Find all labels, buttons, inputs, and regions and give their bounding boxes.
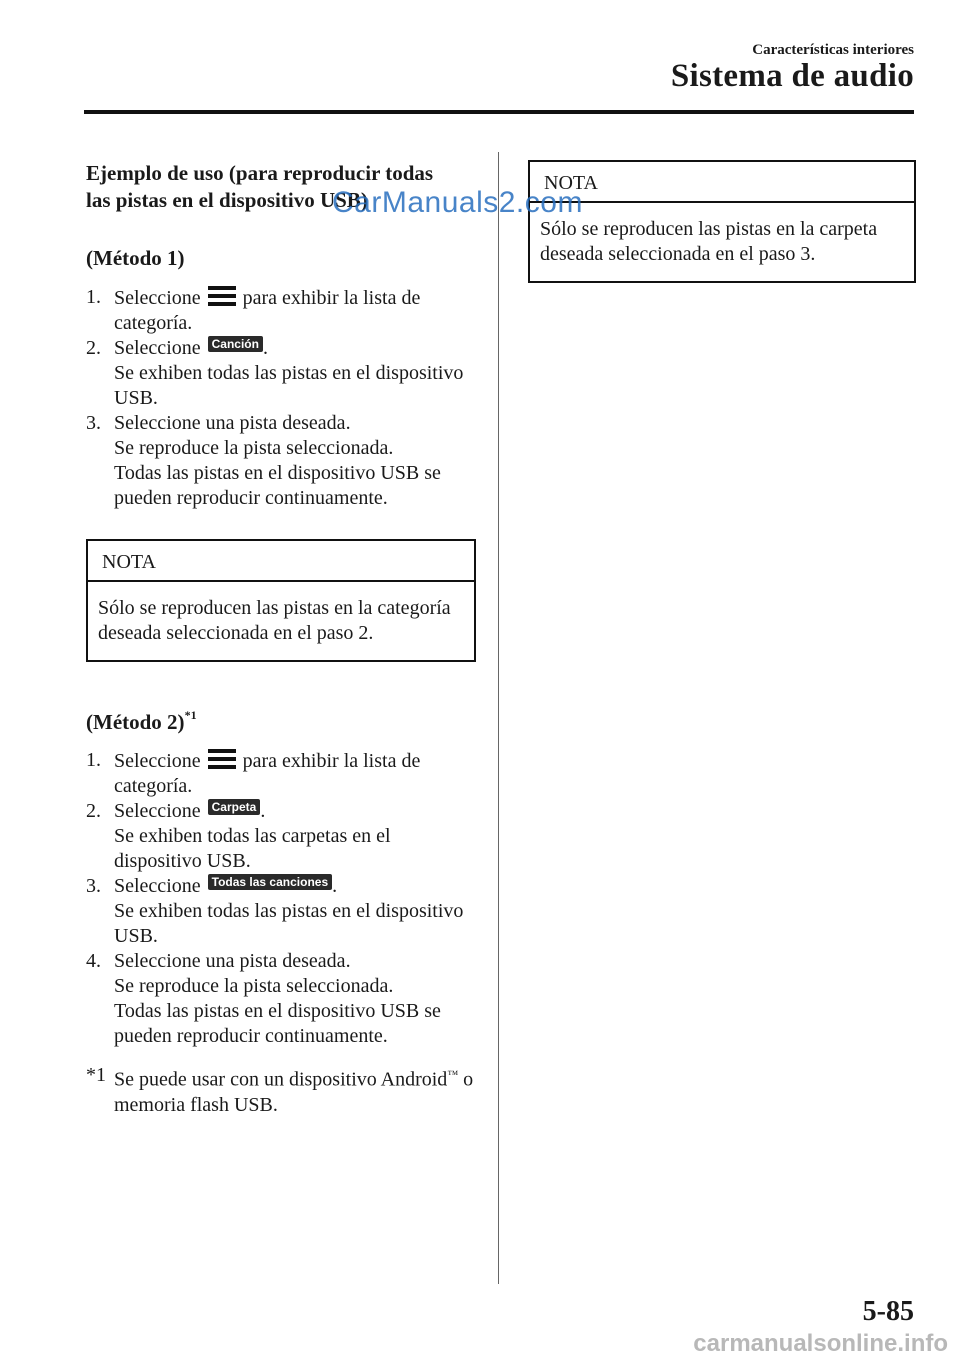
list-item <box>86 949 476 1049</box>
step-text: . <box>332 875 338 897</box>
todas-las-canciones-button-glyph: Todas las canciones <box>208 874 333 890</box>
step-number: 2. <box>86 800 101 822</box>
footnote-text: Se puede usar con un dispositivo Android <box>114 1068 448 1091</box>
column-divider <box>498 152 499 1284</box>
footer-watermark: carmanualsonline.info <box>693 1330 948 1357</box>
step-number: 3. <box>86 875 101 897</box>
list-menu-icon <box>208 748 236 770</box>
trademark-symbol: ™ <box>447 1069 459 1081</box>
carpeta-button-glyph: Carpeta <box>208 799 261 815</box>
list-item <box>86 874 476 949</box>
step-number: 1. <box>86 286 101 308</box>
method-1-steps <box>86 285 476 511</box>
step-subtext: Se exhiben todas las carpetas en el dispositivo USB. <box>114 825 391 872</box>
step-subtext: Se reproduce la pista seleccionada. <box>114 975 394 997</box>
step-subtext: Todas las pistas en el dispositivo USB se pueden reproducir continuamente. <box>114 462 441 509</box>
method-2-heading-text: (Método 2) <box>86 710 185 734</box>
step-text: para exhibir la lista de categoría. <box>114 750 421 797</box>
step-text: Seleccione una pista deseada. <box>114 412 351 434</box>
footnote <box>86 1063 476 1118</box>
step-number: 3. <box>86 412 101 434</box>
step-text: Seleccione <box>114 287 201 309</box>
step-text: Seleccione una pista deseada. <box>114 950 351 972</box>
cancion-button-glyph: Canción <box>208 336 263 352</box>
right-column <box>528 160 916 283</box>
step-text: para exhibir la lista de categoría. <box>114 287 421 334</box>
step-text: . <box>262 337 268 359</box>
step-subtext: Se reproduce la pista seleccionada. <box>114 437 394 459</box>
list-item <box>86 411 476 511</box>
footnote-text: o memoria flash USB. <box>114 1068 474 1116</box>
list-item <box>86 748 476 799</box>
step-text: . <box>260 800 266 822</box>
page-number: 5-85 <box>862 1296 914 1327</box>
step-text: Seleccione <box>114 337 201 359</box>
list-item <box>86 336 476 411</box>
list-menu-icon <box>208 285 236 307</box>
nota-box-2 <box>528 160 916 283</box>
list-item <box>86 285 476 336</box>
nota-label: NOTA <box>88 541 474 582</box>
method-2-heading <box>86 704 476 736</box>
left-column <box>86 160 476 1118</box>
step-number: 1. <box>86 749 101 771</box>
step-text: Seleccione <box>114 875 201 897</box>
header-rule <box>84 110 914 114</box>
header-section: Características interiores <box>752 42 914 58</box>
example-heading-line-2: las pistas en el dispositivo USB) <box>86 188 368 212</box>
step-subtext: Se exhiben todas las pistas en el dispositivo USB. <box>114 362 464 409</box>
step-subtext: Se exhiben todas las pistas en el dispositivo USB. <box>114 900 464 947</box>
step-subtext: Todas las pistas en el dispositivo USB se pueden reproducir continuamente. <box>114 1000 441 1047</box>
step-number: 4. <box>86 950 101 972</box>
step-text: Seleccione <box>114 800 201 822</box>
list-item <box>86 799 476 874</box>
nota-text: Sólo se reproducen las pistas en la carpeta deseada seleccionada en el paso 3. <box>540 218 878 265</box>
nota-box-1 <box>86 539 476 662</box>
footnote-mark: *1 <box>86 1064 106 1086</box>
footnote-ref: *1 <box>184 708 197 722</box>
step-text: Seleccione <box>114 750 201 772</box>
nota-text: Sólo se reproducen las pistas en la categoría deseada seleccionada en el paso 2. <box>98 597 451 644</box>
header-title: Sistema de audio <box>670 58 914 94</box>
step-number: 2. <box>86 337 101 359</box>
example-heading-line-1: Ejemplo de uso (para reproducir todas <box>86 161 434 185</box>
method-2-steps <box>86 748 476 1049</box>
watermark: CarManuals2.com <box>332 186 583 219</box>
method-1-heading: (Método 1) <box>86 246 185 270</box>
nota-label: NOTA <box>530 162 914 203</box>
